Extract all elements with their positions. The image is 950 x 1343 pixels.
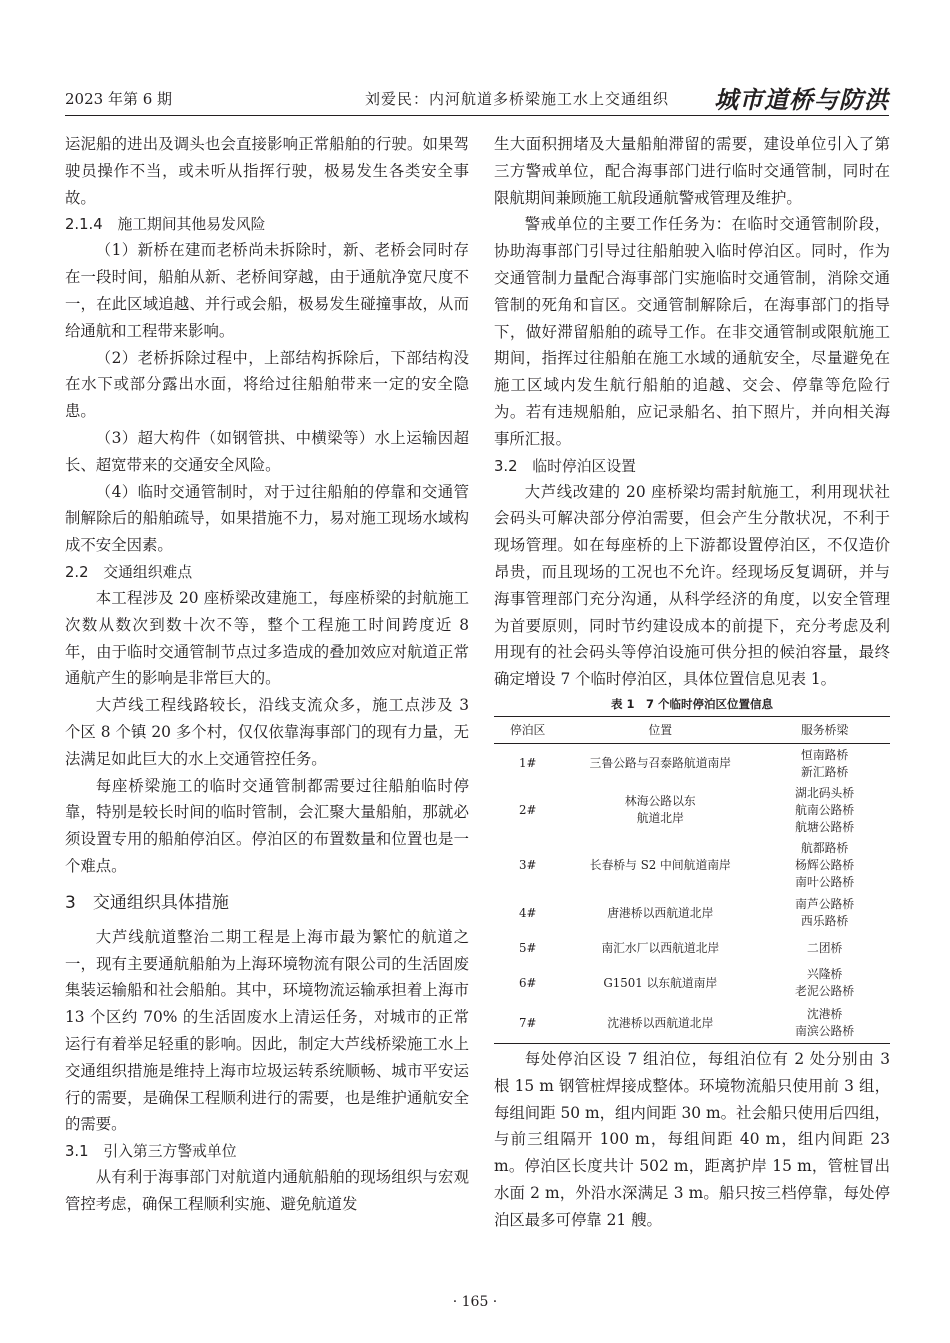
table-caption: 表 1 7 个临时停泊区位置信息 <box>610 696 773 711</box>
paragraph: 从有利于海事部门对航道内通航船舶的现场组织与宏观管控考虑，确保工程顺利实施、避免航道发 <box>65 1168 469 1213</box>
journal-logo: 城市道桥与防洪 <box>714 85 889 114</box>
paragraph: 大芦线改建的 20 座桥梁均需封航施工，利用现状社会码头可解决部分停泊需要，但会产生分散状况，不利于现场管理。如在每座桥的上下游都设置停泊区，不仅造价昂贵，而且现场的工况也不允许。经现场反复调研，并与海事管理部门充分沟通，从科学经济的角度，以安全管理为首要原则，同时节约建设成本的前提下，充分考虑及利用现有的社会码头等停泊设施可供分担的候泊容量，最终确定增设 7 个临时停泊区，具体位置信息见表 1。 <box>494 482 890 689</box>
table-cell: 林海公路以东 航道北岸 <box>624 794 696 826</box>
table-cell: 南汇水厂以西航道北岸 <box>601 940 720 955</box>
table-row <box>494 837 890 893</box>
page-number: · 165 · <box>452 1294 498 1310</box>
table-cell: 南芦公路桥 西乐路桥 <box>795 897 855 929</box>
column-header: 位置 <box>561 716 759 743</box>
paragraph: 本工程涉及 20 座桥梁改建施工，每座桥梁的封航施工次数从数次到数十次不等，整个工程施工时间跨度近 8 年，由于临时交通管制节点过多造成的叠加效应对航道正常通航产生的影响是非常巨大的。 <box>65 588 469 688</box>
paragraph: 大芦线工程线路较长，沿线支流众多，施工点涉及 3 个区 8 个镇 20 多个村，仅仅依靠海事部门的现有力量，无法满足如此巨大的水上交通管控任务。 <box>65 696 469 768</box>
paragraph: （1）新桥在建而老桥尚未拆除时，新、老桥会同时存在一段时间，船舶从新、老桥间穿越，由于通航净宽尺度不一，在此区域追越、并行或会船，极易发生碰撞事故，从而给通航和工程带来影响。 <box>65 241 469 340</box>
table-cell: 湖北码头桥 航南公路桥 航塘公路桥 <box>795 785 855 834</box>
left-column <box>65 131 469 1218</box>
table-cell: 长春桥与 S2 中间航道南岸 <box>589 857 731 872</box>
paragraph: （3）超大构件（如钢管拱、中横梁等）水上运输因超长、超宽带来的交通安全风险。 <box>65 428 469 474</box>
table-cell: 2# <box>518 802 537 817</box>
table-row <box>494 963 890 1003</box>
table-row <box>494 1003 890 1043</box>
paragraph: 运泥船的进出及调头也会直接影响正常船舶的行驶。如果驾驶员操作不当，或未听从指挥行驶，极易发生各类安全事故。 <box>65 135 469 207</box>
paragraph: （4）临时交通管制时，对于过往船舶的停靠和交通管制解除后的船舶疏导，如果措施不力，易对施工现场水域构成不安全因素。 <box>65 482 469 555</box>
section-heading-2-1-4: 2.1.4 施工期间其他易发风险 <box>65 216 266 234</box>
column-header: 停泊区 <box>494 716 561 743</box>
section-heading-3-1: 3.1 引入第三方警戒单位 <box>65 1143 237 1161</box>
column-header: 服务桥梁 <box>759 716 890 743</box>
section-heading-3-2: 3.2 临时停泊区设置 <box>494 457 636 475</box>
table-cell: 7# <box>494 1003 561 1043</box>
table-cell: 唐港桥以西航道北岸 <box>607 905 714 920</box>
table-cell: 兴隆桥 老泥公路桥 <box>795 967 855 999</box>
table-cell: G1501 以东航道南岸 <box>603 975 718 990</box>
table-row <box>494 933 890 963</box>
table-row <box>494 743 890 783</box>
table-header-row <box>494 716 890 743</box>
issue-label: 2023 年第 6 期 <box>65 90 173 108</box>
paragraph: 每处停泊区设 7 组泊位，每组泊位有 2 处分别由 3 根 15 m 钢管桩焊接成整体。环境物流船只使用前 3 组，每组间距 50 m，组内间距 30 m。社会船只使用后四组，与前三组隔开 100 m，每组间距 40 m，组内间距 23 m。停泊区长度共计 502 m，距离护岸 15 m，管桩冒出水面 2 m，外沿水深满足 3 m。船只按三档停靠，每处停泊区最多可停靠 21 艘。 <box>494 1049 890 1229</box>
table-row <box>494 893 890 933</box>
table-cell: 沈港桥 南滨公路桥 <box>759 1003 890 1043</box>
table-cell: 二团桥 <box>806 940 843 955</box>
table-cell: 4# <box>518 905 537 920</box>
berth-table <box>494 716 890 1044</box>
paragraph: 大芦线航道整治二期工程是上海市最为繁忙的航道之一，现有主要通航船舶为上海环境物流有限公司的生活固废集装运输船和社会船舶。其中，环境物流运输承担着上海市 13 个区约 70% 的生活固废水上清运任务，对城市的正常运行有着举足轻重的影响。因此，制定大芦线桥梁施工水上交通组织措施是维持上海市垃圾运转系统顺畅、城市平安运行的需要，是确保工程顺利进行的需要，也是维护通航安全的需要。 <box>65 927 469 1134</box>
table-cell: 5# <box>518 940 537 955</box>
paragraph: （2）老桥拆除过程中，上部结构拆除后，下部结构没在水下或部分露出水面，将给过往船舶带来一定的安全隐患。 <box>65 348 469 421</box>
header-rule <box>65 115 889 116</box>
table-cell: 恒南路桥 新汇路桥 <box>801 747 849 779</box>
right-column <box>494 131 890 1234</box>
table-cell: 3# <box>518 857 537 872</box>
paragraph: 警戒单位的主要工作任务为：在临时交通管制阶段，协助海事部门引导过往船舶驶入临时停泊区。同时，作为交通管制力量配合海事部门实施临时交通管制，消除交通管制的死角和盲区。交通管制解除后，在海事部门的指导下，做好滞留船舶的疏导工作。在非交通管制或限航施工期间，指挥过往船舶在施工水域的通航安全，尽量避免在施工区域内发生航行船舶的追越、交会、停靠等危险行为。若有违规船舶，应记录船名、拍下照片，并向相关海事所汇报。 <box>494 215 890 448</box>
table-cell: 沈港桥以西航道北岸 <box>561 1003 759 1043</box>
section-heading-2-2: 2.2 交通组织难点 <box>65 563 193 581</box>
paragraph: 生大面积拥堵及大量船舶滞留的需要，建设单位引入了第三方警戒单位，配合海事部门进行临时交通管制，同时在限航期间兼顾施工航段通航警戒管理及维护。 <box>494 135 890 207</box>
section-heading-3: 3 交通组织具体措施 <box>65 892 229 913</box>
table-cell: 航都路桥 杨辉公路桥 南叶公路桥 <box>795 840 855 889</box>
paragraph: 每座桥梁施工的临时交通管制都需要过往船舶临时停靠，特别是较长时间的临时管制，会汇聚大量船舶，那就必须设置专用的船舶停泊区。停泊区的布置数量和位置也是一个难点。 <box>65 776 469 875</box>
table-row <box>494 783 890 837</box>
table-cell: 三鲁公路与召泰路航道南岸 <box>589 756 732 771</box>
running-header <box>65 84 889 112</box>
table-cell: 1# <box>518 756 537 771</box>
article-running-title: 刘爱民：内河航道多桥梁施工水上交通组织 <box>365 90 670 108</box>
table-cell: 6# <box>518 975 537 990</box>
